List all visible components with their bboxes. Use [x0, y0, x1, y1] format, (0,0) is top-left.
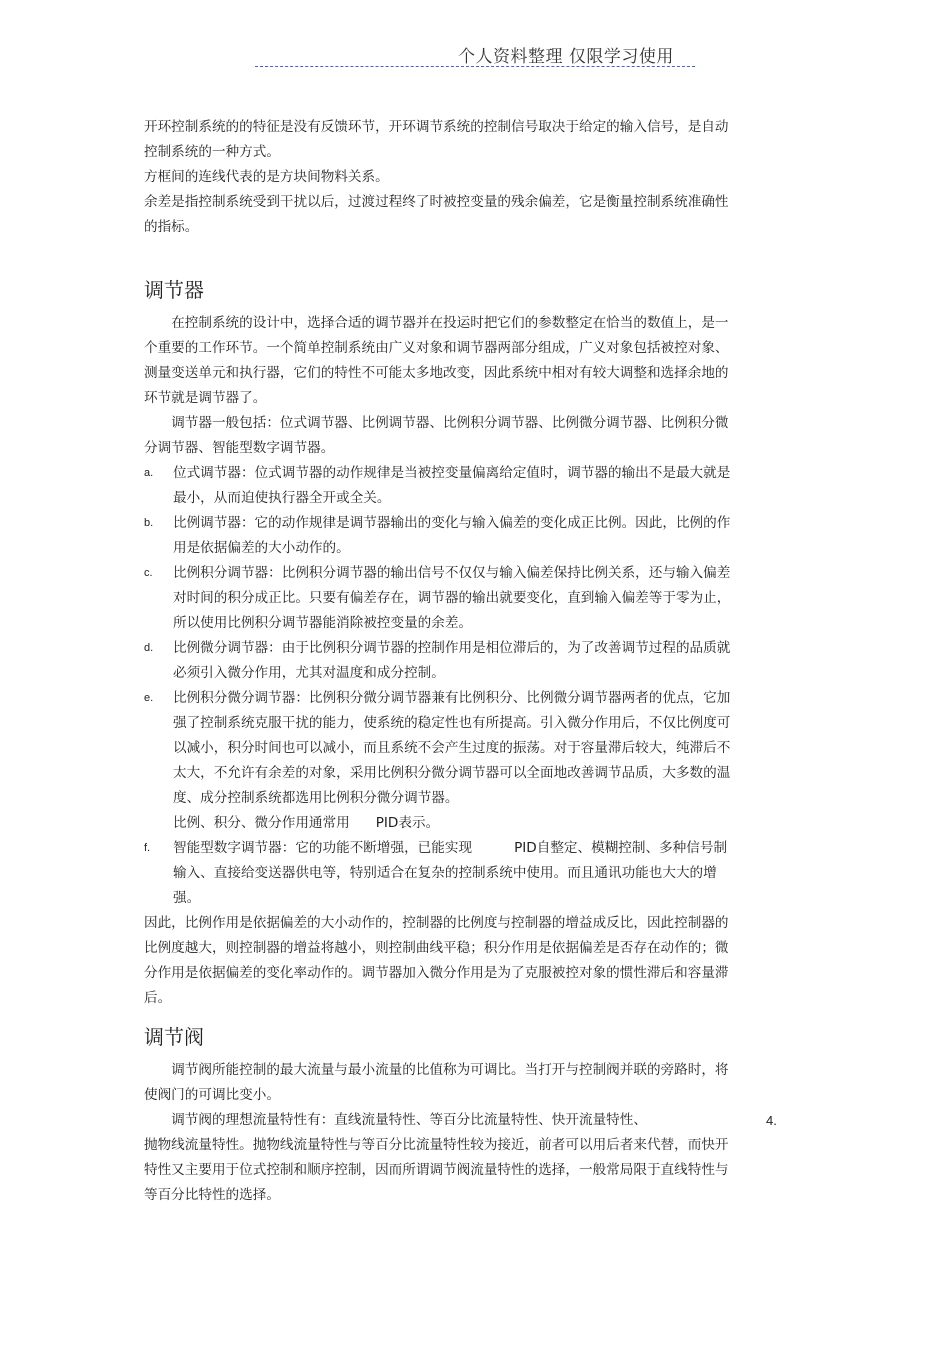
section-title-valve: 调节阀 — [144, 1025, 204, 1049]
list-marker: d. — [144, 642, 154, 654]
valve-paragraph-1: 调节阀所能控制的最大流量与最小流量的比值称为可调比。当打开与控制阀并联的旁路时，将使阀门的可调比变小。 — [144, 1062, 729, 1103]
list-item — [144, 686, 734, 836]
list-item-text: 比例微分调节器：由于比例积分调节器的控制作用是相位滞后的，为了改善调节过程的品质就必须引入微分作用，尤其对温度和成分控制。 — [173, 640, 731, 681]
list-item — [144, 636, 734, 686]
regulator-paragraph-1: 在控制系统的设计中，选择合适的调节器并在投运时把它们的参数整定在恰当的数值上，是一个重要的工作环节。一个简单控制系统由广义对象和调节器两部分组成，广义对象包括被控对象、测量变送单元和执行器，它们的特性不可能太多地改变，因此系统中相对有较大调整和选择余地的环节就是调节器了。 — [144, 315, 729, 406]
valve-paragraph-2-rest: 抛物线流量特性。抛物线流量特性与等百分比流量特性较为接近，前者可以用后者来代替，而快开特性又主要用于位式控制和顺序控制，因而所谓调节阀流量特性的选择，一般常局限于直线特性与等百分比特性的选择。 — [144, 1137, 729, 1203]
list-item-text: 位式调节器：位式调节器的动作规律是当被控变量偏离给定值时，调节器的输出不是最大就是最小，从而迫使执行器全开或全关。 — [173, 465, 731, 506]
page-header — [255, 40, 695, 67]
intro-paragraph-2: 方框间的连线代表的是方块间物料关系。 — [144, 169, 389, 185]
list-marker: a. — [144, 467, 154, 479]
intro-paragraph-1: 开环控制系统的的特征是没有反馈环节，开环调节系统的控制信号取决于给定的输入信号，是自动控制系统的一种方式。 — [144, 119, 729, 160]
regulator-paragraph-2: 调节器一般包括：位式调节器、比例调节器、比例积分调节器、比例微分调节器、比例积分微分调节器、智能型数字调节器。 — [144, 415, 729, 456]
list-item-text: 比例调节器：它的动作规律是调节器输出的变化与输入偏差的变化成正比例。因此，比例的作用是依据偏差的大小动作的。 — [173, 515, 731, 556]
list-item — [144, 511, 734, 561]
header-watermark-text: 个人资料整理 仅限学习使用 — [458, 47, 674, 67]
list-marker: f. — [144, 842, 151, 854]
list-item-text-continued: PID自整定、模糊控制、多种信号制输入、直接给变送器供电等，特别适合在复杂的控制系统中使用。而且通讯功能也大大的增强。 — [173, 840, 728, 906]
valve-characteristics-block — [144, 1108, 777, 1208]
side-note-number: 4. — [766, 1113, 777, 1128]
list-item-tail-pid: PID表示。 — [375, 815, 440, 831]
list-item-tail-text: 比例、积分、微分作用通常用 — [173, 815, 350, 831]
intro-paragraph-3: 余差是指控制系统受到干扰以后，过渡过程终了时被控变量的残余偏差，它是衡量控制系统准确性的指标。 — [144, 194, 729, 235]
list-item-text: 智能型数字调节器：它的功能不断增强，已能实现 — [173, 840, 473, 856]
regulator-summary: 因此，比例作用是依据偏差的大小动作的，控制器的比例度与控制器的增益成反比，因此控制器的比例度越大，则控制器的增益将越小，则控制曲线平稳；积分作用是依据偏差是否存在动作的；微分作用是依据偏差的变化率动作的。调节器加入微分作用是为了克服被控对象的惯性滞后和容量滞后。 — [144, 915, 729, 1006]
list-item-text: 比例积分微分调节器：比例积分微分调节器兼有比例积分、比例微分调节器两者的优点，它加强了控制系统克服干扰的能力，使系统的稳定性也有所提高。引入微分作用后，不仅比例度可以减小，积分时间也可以减小，而且系统不会产生过度的振荡。对于容量滞后较大，纯滞后不太大，不允许有余差的对象，采用比例积分微分调节器可以全面地改善调节品质，大多数的温度、成分控制系统都选用比例积分微分调节器。 — [173, 690, 731, 806]
list-item — [144, 561, 734, 636]
regulator-type-list — [144, 461, 734, 911]
list-item — [144, 836, 734, 911]
list-marker: c. — [144, 567, 153, 579]
document-body — [144, 115, 777, 1208]
section-title-regulator: 调节器 — [144, 278, 204, 302]
list-item-text: 比例积分调节器：比例积分调节器的输出信号不仅仅与输入偏差保持比例关系，还与输入偏差对时间的积分成正比。只要有偏差存在，调节器的输出就要变化，直到输入偏差等于零为止，所以使用比例积分调节器能消除被控变量的余差。 — [173, 565, 731, 631]
valve-paragraph-2-line1: 调节阀的理想流量特性有：直线流量特性、等百分比流量特性、快开流量特性、 — [171, 1112, 647, 1128]
list-item — [144, 461, 734, 511]
list-marker: e. — [144, 692, 154, 704]
list-marker: b. — [144, 517, 154, 529]
